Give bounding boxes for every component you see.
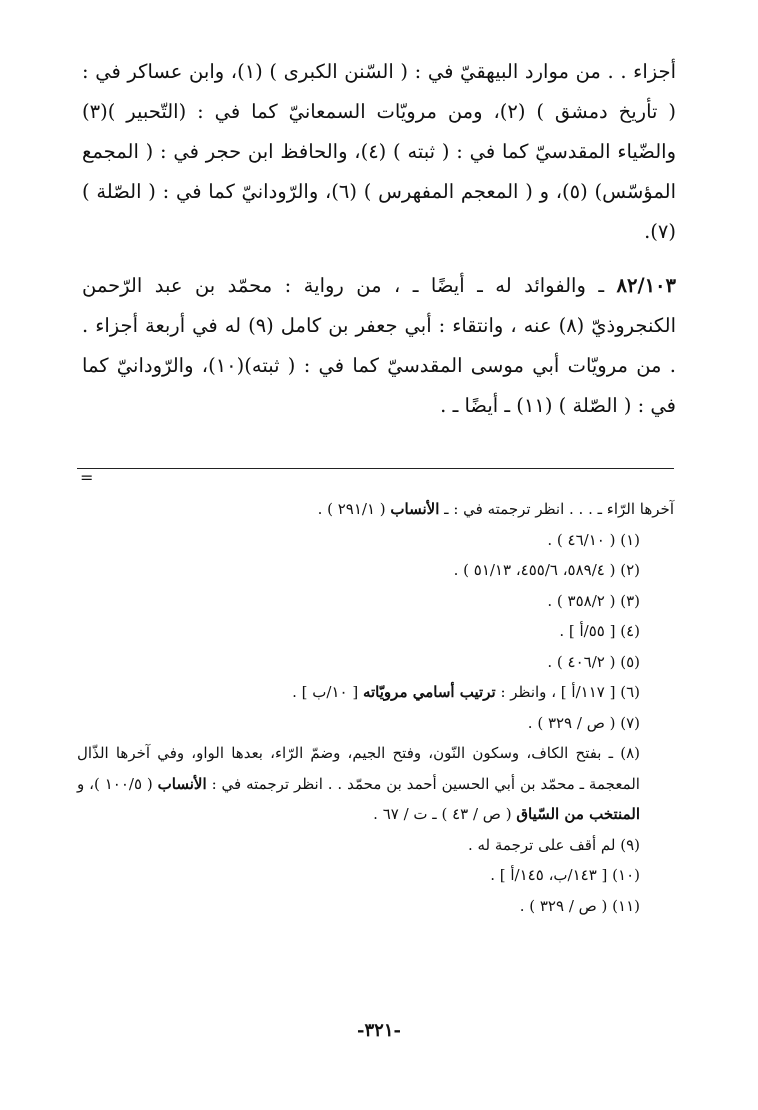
carryover-source: الأنساب [390,500,440,518]
footnote-8-source-2: المنتخب من السّياق [516,805,640,823]
footnote-6-prefix: (٦) [ ١١٧/أ ] ، وانظر : [500,683,640,701]
footnote-8 [77,738,674,830]
footnote-separator [77,468,674,469]
footnote-6-source: ترتيب أسامي مرويّاته [362,683,496,701]
footnote-8-source-1: الأنساب [157,774,207,793]
footnote-11: (١١) ( ص / ٣٢٩ ) . [519,896,640,915]
footnote-6-suffix: [ ١٠/ب ] . [292,683,359,701]
footnote-8-end: ( ص / ٤٣ ) ـ ت / ٦٧ . [373,805,512,823]
footnote-7: (٧) ( ص / ٣٢٩ ) . [527,713,640,732]
footnote-2: (٢) ( ٥٨٩/٤، ٤٥٥/٦، ٥١/١٣ ) . [453,561,640,579]
paragraph-2 [82,266,676,426]
continuation-mark: = [80,468,94,487]
footnote-4: (٤) [ ٥٥/أ ] . [559,622,640,640]
footnote-1: (١) ( ٤٦/١٠ ) . [547,530,640,549]
entry-number: ٨٢/١٠٣ [616,274,676,297]
carryover-suffix: ( ٢٩١/١ ) . [317,500,386,518]
page-number: -٣٢١- [357,1020,401,1041]
footnote-9: (٩) لم أقف على ترجمة له . [467,835,640,854]
carryover-prefix: آخرها الرّاء ـ . . . انظر ترجمته في : ـ [444,500,674,518]
footnote-6 [77,677,674,708]
entry-text: ـ والفوائد له ـ أيضًا ـ ، من رواية : محمّد بن عبد الرّحمن الكنجروذيّ (٨) عنه ، وانتقاء : أبي جعفر بن كامل (٩) له في أربعة أجزاء . . من مرويّات أبي موسى المقدسيّ كما في : ( ثبته)(١٠)، والرّودانيّ كما في : ( الصّلة ) (١١) ـ أيضًا ـ . [82,274,676,417]
main-text [82,52,676,426]
footnote-5: (٥) ( ٤٠٦/٢ ) . [547,652,640,671]
footnote-8-mid: ( ١٠٠/٥ )، و [77,774,153,793]
footnotes [77,494,674,921]
footnote-3: (٣) ( ٣٥٨/٢ ) . [547,591,640,610]
footnote-10: (١٠) [ ١٤٣/ب، ١٤٥/أ ] . [490,866,640,884]
paragraph-1: أجزاء . . من موارد البيهقيّ في : ( السّنن الكبرى ) (١)، وابن عساكر في : ( تأريخ دمشق ) (٢)، ومن مرويّات السمعانيّ كما في : (التّحبير )(٣) والضّياء المقدسيّ كما في : ( ثبته ) (٤)، والحافظ ابن حجر في : ( المجمع المؤسّس) (٥)، و ( المعجم المفهرس ) (٦)، والرّودانيّ كما في : ( الصّلة ) (٧). [82,60,676,243]
footnote-8-text: (٨) ـ بفتح الكاف، وسكون النّون، وفتح الجيم، وضمّ الرّاء، بعدها الواو، وفي آخرها الذّال المعجمة ـ محمّد بن أبي الحسين أحمد بن محمّد . . انظر ترجمته في : [77,744,640,793]
footnote-carryover [77,494,674,525]
